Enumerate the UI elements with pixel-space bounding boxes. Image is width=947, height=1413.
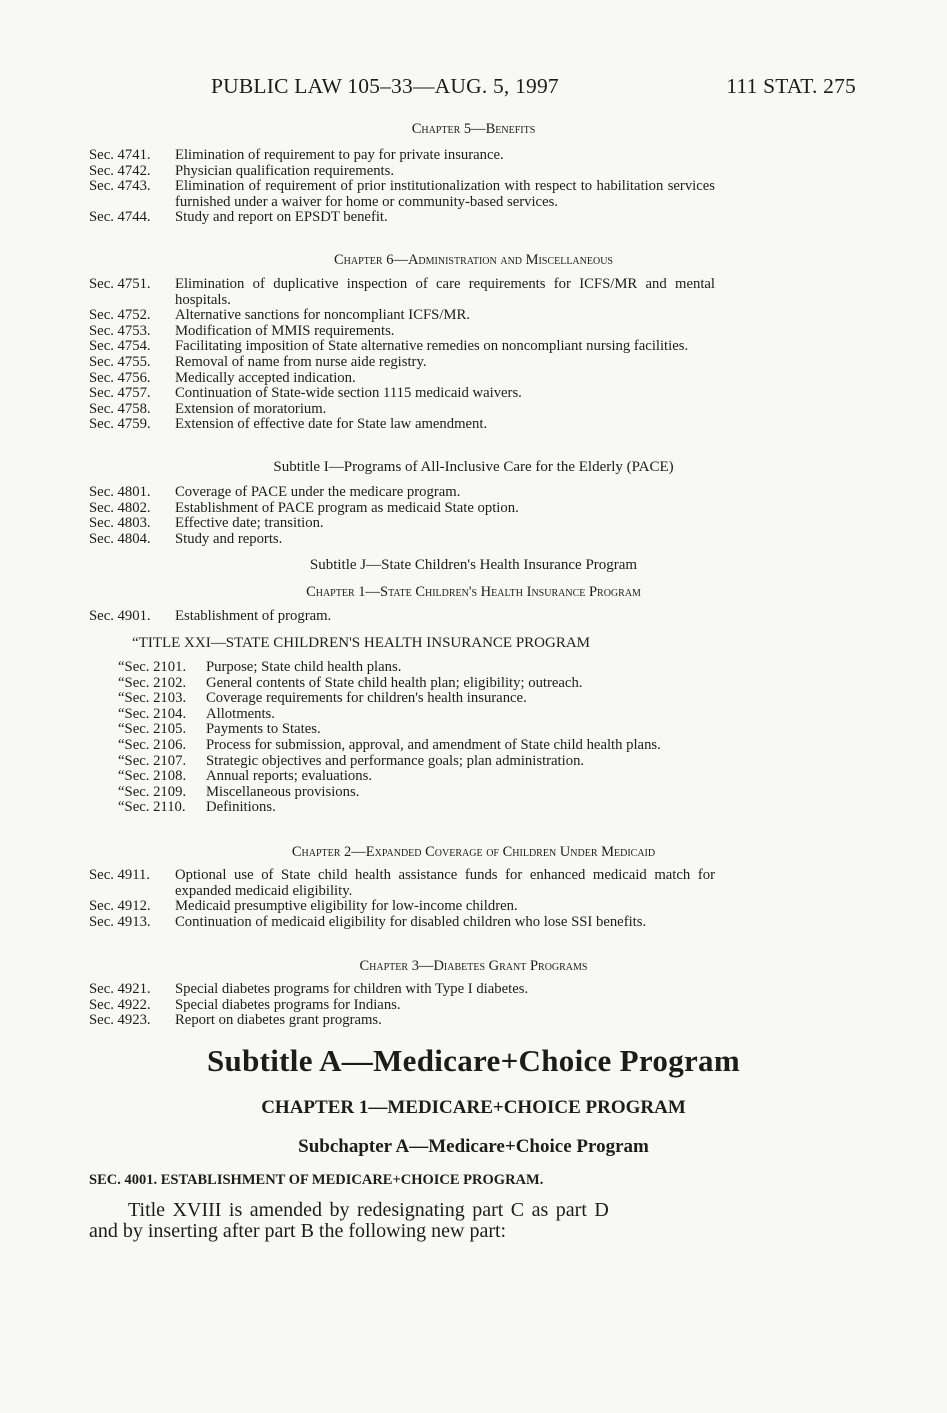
subtitle-j-heading: Subtitle J—State Children's Health Insurance Program [309, 557, 638, 573]
page-number: 111 STAT. 275 [726, 74, 856, 98]
subtitle-i-heading: Subtitle I—Programs of All-Inclusive Care for the Elderly (PACE) [273, 459, 674, 475]
toc-entry: Sec. 4752. Alternative sanctions for noncompliant ICFS/MR. [89, 307, 470, 324]
subchapter-a-title: Subchapter A—Medicare+Choice Program [298, 1136, 649, 1157]
chapter-6-list [0, 277, 947, 433]
title-xxi-heading: “TITLE XXI—STATE CHILDREN'S HEALTH INSURANCE PROGRAM [132, 635, 591, 651]
chapter-5-list [0, 148, 947, 226]
chapter-6-heading: Chapter 6—Administration and Miscellaneous [334, 252, 613, 268]
chapter-2-heading: Chapter 2—Expanded Coverage of Children Under Medicaid [291, 844, 656, 860]
chapter-2-list [0, 868, 947, 930]
toc-entry: Sec. 4743. Elimination of requirement of prior institutionalization with respect to habilitation services furnished under a waiver for home or community-based services. [89, 178, 715, 210]
toc-entry: Sec. 4801. Coverage of PACE under the medicare program. [89, 484, 461, 500]
toc-entry: Sec. 4742. Physician qualification requirements. [89, 162, 395, 179]
toc-entry: Sec. 4911. Optional use of State child health assistance funds for enhanced medicaid match for expanded medicaid eligibility. [89, 867, 715, 899]
toc-entry: “Sec. 2108. Annual reports; evaluations. [118, 768, 373, 785]
toc-entry: Sec. 4758. Extension of moratorium. [89, 400, 327, 417]
toc-entry: Sec. 4922. Special diabetes programs for Indians. [89, 996, 401, 1013]
subtitle-j-chapter-1-list [0, 609, 947, 625]
title-xxi-list [0, 660, 947, 816]
paragraph-line-1: Title XVIII is amended by redesignating part C as part D [128, 1199, 609, 1221]
toc-entry: Sec. 4804. Study and reports. [89, 530, 283, 547]
toc-entry: Sec. 4757. Continuation of State-wide section 1115 medicaid waivers. [89, 385, 522, 402]
chapter-5-heading: Chapter 5—Benefits [411, 121, 536, 137]
paragraph-line-2: and by inserting after part B the following new part: [89, 1220, 507, 1242]
toc-entry: Sec. 4923. Report on diabetes grant programs. [89, 1012, 382, 1029]
toc-entry: Sec. 4756. Medically accepted indication. [89, 369, 356, 386]
toc-entry: Sec. 4803. Effective date; transition. [89, 515, 324, 532]
toc-entry: Sec. 4755. Removal of name from nurse aide registry. [89, 353, 427, 370]
toc-entry: Sec. 4753. Modification of MMIS requirements. [89, 322, 395, 339]
toc-entry: “Sec. 2102. General contents of State child health plan; eligibility; outreach. [118, 674, 583, 691]
subtitle-a-title: Subtitle A—Medicare+Choice Program [207, 1043, 740, 1078]
toc-entry: “Sec. 2101. Purpose; State child health plans. [118, 659, 402, 675]
toc-entry: “Sec. 2109. Miscellaneous provisions. [118, 783, 360, 800]
toc-entry: “Sec. 2106. Process for submission, approval, and amendment of State child health plans. [118, 736, 661, 753]
toc-entry: “Sec. 2105. Payments to States. [118, 721, 321, 738]
subtitle-i-list [0, 485, 947, 547]
chapter-1-title: CHAPTER 1—MEDICARE+CHOICE PROGRAM [261, 1097, 686, 1118]
toc-entry: Sec. 4741. Elimination of requirement to pay for private insurance. [89, 147, 504, 163]
chapter-3-list [0, 982, 947, 1029]
toc-entry: “Sec. 2107. Strategic objectives and performance goals; plan administration. [118, 752, 585, 769]
running-header-left: PUBLIC LAW 105–33—AUG. 5, 1997 [211, 74, 559, 98]
toc-entry: Sec. 4901. Establishment of program. [89, 608, 332, 624]
toc-entry: Sec. 4912. Medicaid presumptive eligibility for low-income children. [89, 898, 518, 915]
toc-entry: Sec. 4751. Elimination of duplicative inspection of care requirements for ICFS/MR and mental hospitals. [89, 276, 715, 308]
toc-entry: Sec. 4802. Establishment of PACE program as medicaid State option. [89, 499, 519, 516]
subtitle-j-chapter-1-heading: Chapter 1—State Children's Health Insurance Program [306, 584, 641, 600]
toc-entry: Sec. 4754. Facilitating imposition of State alternative remedies on noncompliant nursing facilities. [89, 338, 689, 355]
toc-entry: Sec. 4744. Study and report on EPSDT benefit. [89, 209, 388, 226]
toc-entry: Sec. 4759. Extension of effective date for State law amendment. [89, 416, 488, 433]
toc-entry: “Sec. 2104. Allotments. [118, 705, 275, 722]
toc-entry: “Sec. 2103. Coverage requirements for children's health insurance. [118, 690, 527, 707]
section-heading: SEC. 4001. ESTABLISHMENT OF MEDICARE+CHOICE PROGRAM. [89, 1172, 544, 1188]
toc-entry: “Sec. 2110. Definitions. [118, 799, 276, 816]
chapter-3-heading: Chapter 3—Diabetes Grant Programs [359, 958, 588, 974]
toc-entry: Sec. 4913. Continuation of medicaid eligibility for disabled children who lose SSI benefits. [89, 913, 647, 930]
toc-entry: Sec. 4921. Special diabetes programs for children with Type I diabetes. [89, 981, 529, 997]
